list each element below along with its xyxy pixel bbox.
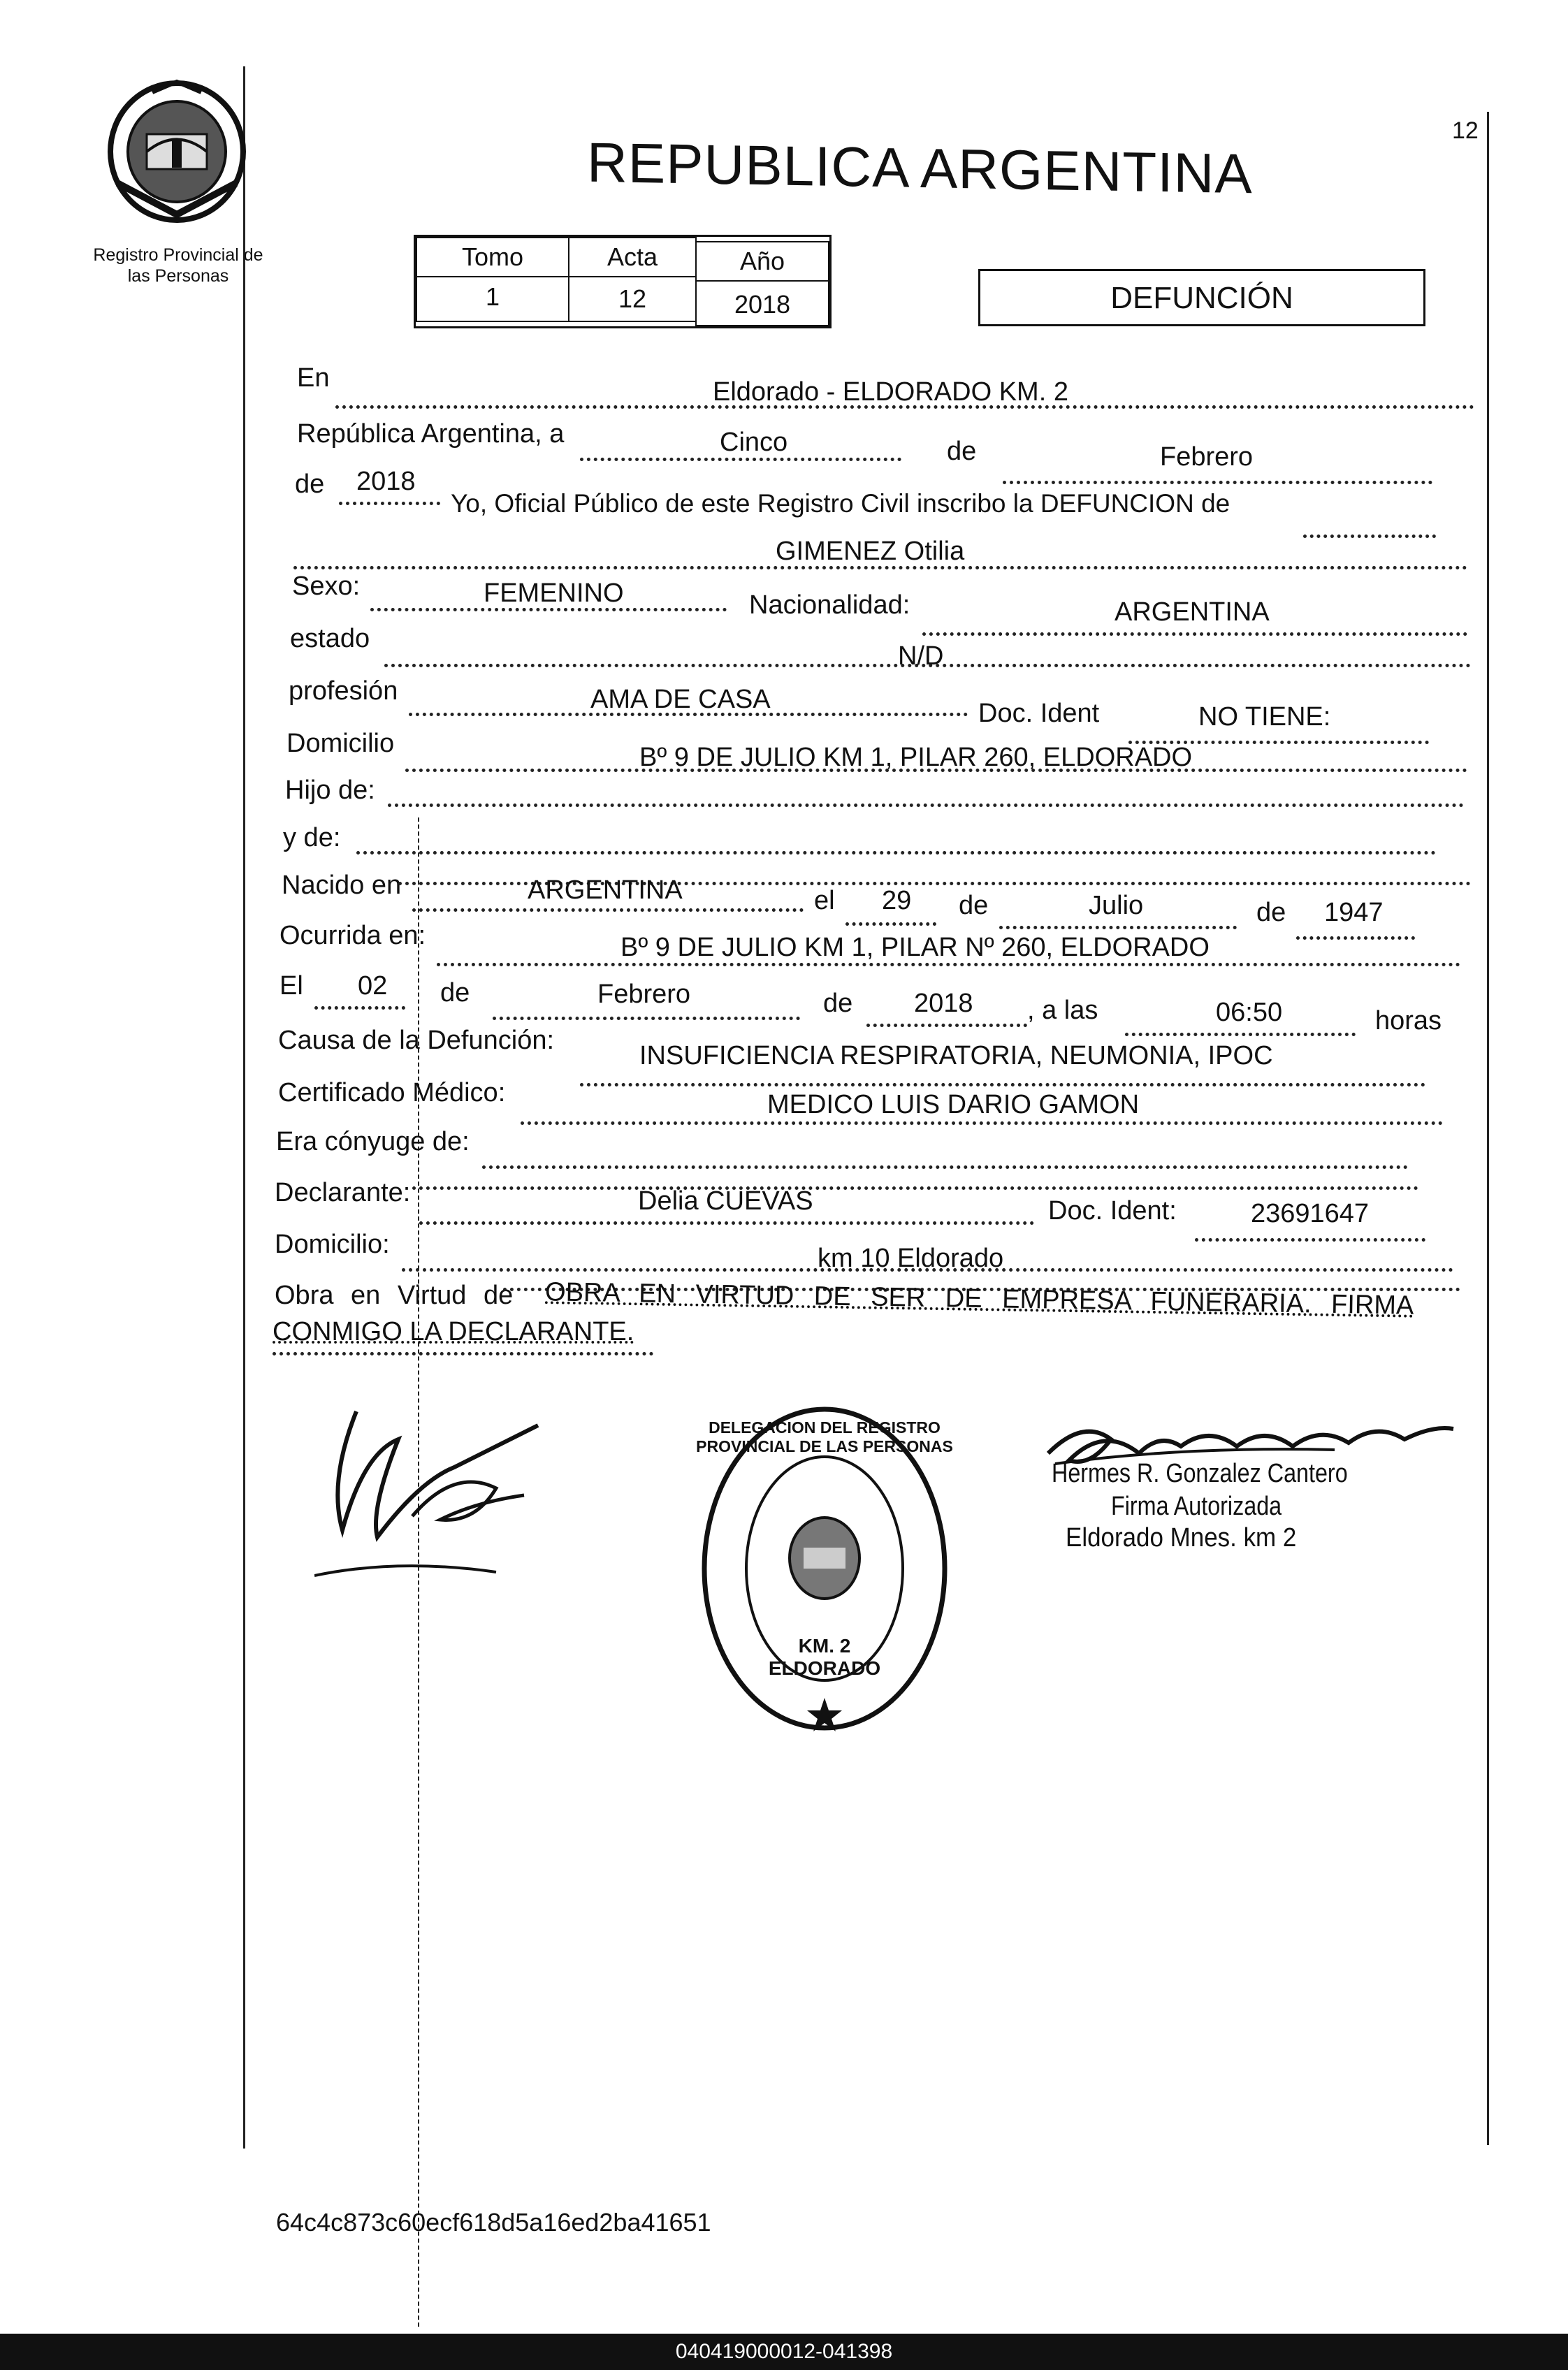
label-de3: de: [440, 978, 470, 1008]
province-coat-of-arms-icon: [103, 78, 250, 225]
dots-causa: [580, 1083, 1425, 1086]
label-profesion: profesión: [289, 676, 398, 706]
label-y-de: y de:: [283, 823, 341, 852]
signatory-place: Eldorado Mnes. km 2: [1066, 1523, 1297, 1553]
label-conyuge: Era cónyuge de:: [276, 1127, 470, 1156]
dots-nacido-en: [412, 908, 804, 912]
dots-def-anio: [866, 1024, 1027, 1027]
label-horas: horas: [1375, 1006, 1442, 1035]
label-doc-ident2: Doc. Ident:: [1048, 1196, 1177, 1226]
dots-anio: [339, 502, 440, 505]
right-margin-line: [1487, 112, 1489, 2145]
field-mes: Febrero: [1160, 442, 1254, 472]
field-declarante-doc: 23691647: [1251, 1199, 1370, 1228]
label-doc-ident: Doc. Ident: [978, 699, 1100, 728]
label-yo: Yo, Oficial Público de este Registro Civil inscribo la DEFUNCION de: [451, 489, 1231, 518]
field-doc-ident: NO TIENE:: [1198, 702, 1331, 732]
label-certificado: Certificado Médico:: [278, 1078, 506, 1107]
dots-conyuge: [482, 1165, 1408, 1169]
label-hijo-de: Hijo de:: [285, 776, 375, 805]
field-nacionalidad: ARGENTINA: [1115, 597, 1270, 627]
label-el: el: [814, 886, 835, 915]
label-nacido-en: Nacido en: [282, 871, 402, 900]
signatory-name: Hermes R. Gonzalez Cantero: [1052, 1459, 1348, 1488]
field-def-hora: 06:50: [1216, 998, 1283, 1027]
label-de2: de: [295, 470, 325, 499]
page-title: REPUBLICA ARGENTINA: [587, 131, 1253, 205]
field-profesion: AMA DE CASA: [590, 685, 771, 714]
label-de-anio: de: [1256, 898, 1286, 927]
dots-nac-anio: [1296, 936, 1415, 940]
dots-declarante: [419, 1221, 1034, 1225]
field-def-mes: Febrero: [597, 980, 691, 1009]
table-header-tomo: Tomo: [416, 237, 569, 277]
dots-ocurrida-en: [437, 963, 1460, 966]
dots-nacionalidad: [922, 632, 1467, 636]
label-causa: Causa de la Defunción:: [278, 1026, 555, 1055]
field-domicilio: Bº 9 DE JULIO KM 1, PILAR 260, ELDORADO: [639, 743, 1193, 772]
field-def-dia: 02: [358, 971, 388, 1001]
document-hash: 64c4c873c60ecf618d5a16ed2ba41651: [276, 2208, 711, 2237]
label-de4: de: [823, 989, 853, 1018]
field-localidad: Eldorado - ELDORADO KM. 2: [713, 377, 1068, 407]
table-header-acta: Acta: [568, 237, 697, 277]
dots-y-de: [356, 851, 1436, 855]
dots-def-dia: [314, 1006, 405, 1010]
dots-mes: [1003, 481, 1432, 484]
left-margin-line: [243, 66, 245, 2149]
dots-def-hora: [1125, 1033, 1356, 1036]
stamp-inner-text: KM. 2 ELDORADO: [768, 1635, 881, 1679]
field-nombre: GIMENEZ Otilia: [776, 537, 965, 566]
dots-nac-dia: [845, 922, 936, 926]
field-nac-dia: 29: [882, 886, 912, 915]
organization-name: Registro Provincial de las Personas: [93, 245, 263, 286]
record-table: [414, 235, 832, 328]
label-obra: Obra en Virtud de: [275, 1281, 514, 1310]
dots-yo-end: [1303, 535, 1436, 538]
label-declarante: Declarante:: [275, 1178, 411, 1207]
field-dia: Cinco: [720, 428, 788, 457]
official-signature: [314, 1397, 580, 1586]
dots-nac-mes: [999, 926, 1237, 929]
document-type-box: DEFUNCIÓN: [978, 269, 1425, 326]
field-ocurrida-en: Bº 9 DE JULIO KM 1, PILAR Nº 260, ELDORADO: [620, 933, 1210, 962]
field-obra-line2: CONMIGO LA DECLARANTE.: [273, 1317, 634, 1346]
field-declarante-domicilio: km 10 Eldorado: [818, 1244, 1004, 1273]
label-a-las: , a las: [1027, 996, 1098, 1025]
field-def-anio: 2018: [914, 989, 973, 1018]
registry-stamp: [696, 1404, 953, 1733]
label-estado: estado: [290, 624, 370, 653]
dots-declarante-doc: [1195, 1238, 1425, 1242]
label-el2: El: [280, 971, 303, 1001]
label-en: En: [297, 363, 330, 393]
field-declarante: Delia CUEVAS: [638, 1186, 813, 1216]
label-republica: República Argentina, a: [297, 419, 565, 449]
field-obra-line1: OBRA EN VIRTUD DE SER DE EMPRESA FUNERARIA. FIRMA: [544, 1277, 1414, 1321]
dots-declarante-top: [412, 1186, 1418, 1190]
dots-obra-bottom: [273, 1352, 653, 1355]
page-number: 12: [1452, 117, 1479, 144]
table-value-acta: 12: [568, 276, 697, 322]
footer-code: 040419000012-041398: [0, 2334, 1568, 2370]
field-nac-anio: 1947: [1324, 898, 1384, 927]
label-nacionalidad: Nacionalidad:: [749, 590, 910, 620]
table-value-tomo: 1: [416, 276, 569, 322]
dots-certificado: [521, 1121, 1443, 1125]
label-domicilio2: Domicilio:: [275, 1230, 390, 1259]
label-de-mes: de: [959, 891, 989, 920]
stamp-outer-text: DELEGACION DEL REGISTRO PROVINCIAL DE LAS PERSONAS: [696, 1418, 953, 1455]
field-causa: INSUFICIENCIA RESPIRATORIA, NEUMONIA, IPOC: [639, 1041, 1273, 1070]
table-header-anio: Año: [695, 241, 829, 282]
dots-dia: [580, 458, 901, 461]
label-domicilio: Domicilio: [286, 729, 395, 758]
dots-hijo-de: [388, 804, 1464, 807]
signatory-role: Firma Autorizada: [1111, 1492, 1282, 1521]
dots-def-mes: [493, 1017, 800, 1020]
field-estado: N/D: [898, 641, 944, 671]
field-anio: 2018: [356, 467, 416, 496]
field-nacido-en: ARGENTINA: [528, 875, 683, 905]
label-ocurrida-en: Ocurrida en:: [280, 921, 426, 950]
label-sexo: Sexo:: [292, 572, 361, 601]
table-value-anio: 2018: [695, 280, 829, 326]
field-sexo: FEMENINO: [484, 579, 624, 608]
field-certificado: MEDICO LUIS DARIO GAMON: [767, 1090, 1140, 1119]
label-de1: de: [947, 437, 977, 466]
field-nac-mes: Julio: [1089, 891, 1144, 920]
